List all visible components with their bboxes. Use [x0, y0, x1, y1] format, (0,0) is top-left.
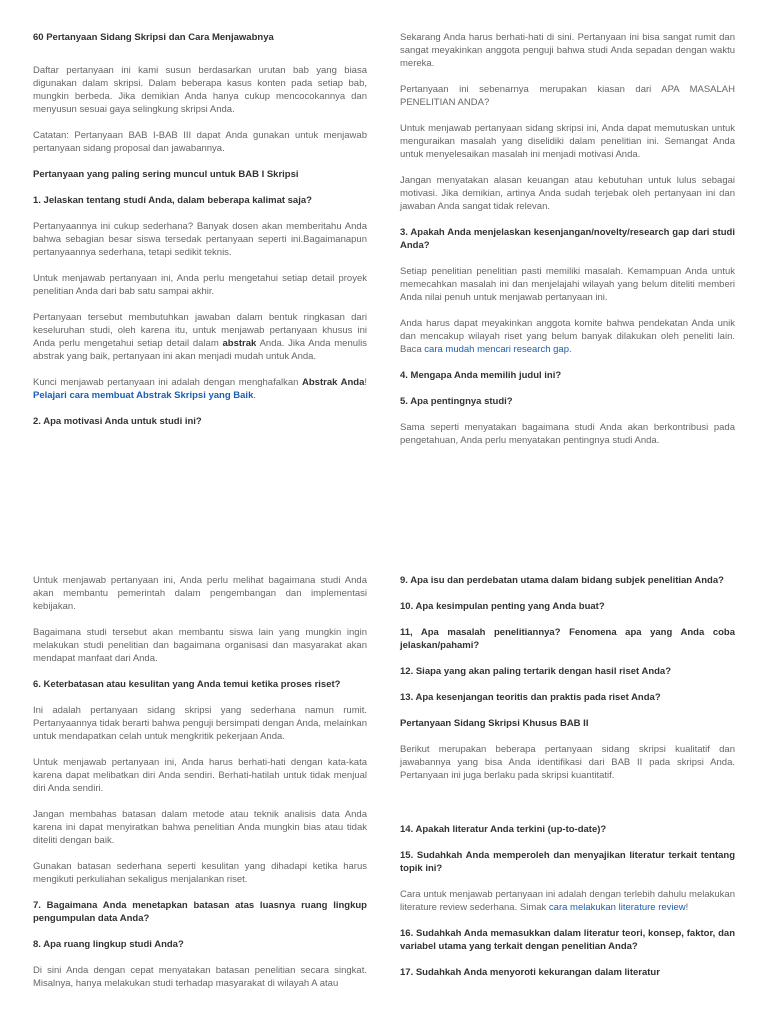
paragraph: Untuk menjawab pertanyaan sidang skripsi ini, Anda dapat memutuskan untuk menguraikan masalah yang diselidiki dalam penelitian ini. Semangat Anda untuk menyelesaikan masalah ini menjadi motivasi Anda.: [400, 123, 735, 160]
question-6: 6. Keterbatasan atau kesulitan yang Anda temui ketika proses riset?: [33, 679, 341, 690]
paragraph: Pertanyaan tersebut membutuhkan jawaban dalam bentuk ringkasan dari keseluruhan studi, oleh karena itu, untuk menjawab pertanyaan khusus ini Anda perlu mengetahui setiap detail dalam abstrak Anda. Jika Anda menulis abstrak yang baik, pertanyaan ini akan menjadi mudah untuk Anda.: [33, 312, 367, 362]
question-10: 10. Apa kesimpulan penting yang Anda buat?: [400, 601, 605, 612]
page1-left-column: [33, 31, 367, 428]
bold-term: Abstrak Anda: [302, 377, 365, 388]
paragraph: Sama seperti menyatakan bagaimana studi Anda akan berkontribusi pada pengetahuan, Anda perlu menyatakan pentingnya studi Anda.: [400, 422, 735, 446]
paragraph: Untuk menjawab pertanyaan ini, Anda harus berhati-hati dengan kata-kata karena dapat melibatkan diri Anda sendiri. Berhati-hatilah untuk tidak menjual diri Anda sendiri.: [33, 757, 367, 794]
question-15: 15. Sudahkah Anda memperoleh dan menyajikan literatur terkait tentang topik ini?: [400, 850, 735, 874]
section-heading-bab2: Pertanyaan Sidang Skripsi Khusus BAB II: [400, 718, 589, 729]
paragraph: Bagaimana studi tersebut akan membantu siswa lain yang mungkin ingin melakukan studi penelitian dan bagaimana organisasi dan masyarakat akan mendapat manfaat dari Anda.: [33, 627, 367, 664]
paragraph: Untuk menjawab pertanyaan ini, Anda perlu melihat bagaimana studi Anda akan membantu pemerintah dalam pengembangan dan implementasi kebijakan.: [33, 575, 367, 612]
paragraph: Setiap penelitian penelitian pasti memiliki masalah. Kemampuan Anda untuk memecahkan masalah ini dan menjelajahi wilayah yang belum diteliti memberi Anda nilai penuh untuk menjawab pertanyaan ini.: [400, 266, 735, 303]
page2-right-column: [400, 574, 735, 979]
question-2: 2. Apa motivasi Anda untuk studi ini?: [33, 416, 202, 427]
research-gap-link[interactable]: cara mudah mencari research gap: [424, 344, 569, 355]
question-4: 4. Mengapa Anda memilih judul ini?: [400, 370, 562, 381]
paragraph: Pertanyaan ini sebenarnya merupakan kiasan dari APA MASALAH PENELITIAN ANDA?: [400, 84, 735, 108]
paragraph: Gunakan batasan sederhana seperti kesulitan yang dihadapi ketika harus mengikuti perkuliahan sekaligus menjalankan riset.: [33, 861, 367, 885]
paragraph: Berikut merupakan beberapa pertanyaan sidang skripsi kualitatif dan jawabannya yang bisa Anda identifikasi dari BAB II pada skripsi Anda. Pertanyaan ini juga berlaku pada skripsi kuantitatif.: [400, 744, 735, 781]
question-1: 1. Jelaskan tentang studi Anda, dalam beberapa kalimat saja?: [33, 195, 312, 206]
paragraph: Cara untuk menjawab pertanyaan ini adalah dengan terlebih dahulu melakukan literature review sederhana. Simak cara melakukan literature review!: [400, 889, 735, 913]
paragraph: Kunci menjawab pertanyaan ini adalah dengan menghafalkan Abstrak Anda! Pelajari cara membuat Abstrak Skripsi yang Baik.: [33, 377, 367, 401]
intro-paragraph: Daftar pertanyaan ini kami susun berdasarkan urutan bab yang biasa digunakan dalam skripsi. Dalam beberapa kasus konten pada setiap bab, mungkin berbeda. Jika demikian Anda hanya cukup mencocokannya dan menyusun sesuai gaya selingkung skripsi Anda.: [33, 65, 367, 115]
abstract-guide-link[interactable]: Pelajari cara membuat Abstrak Skripsi yang Baik: [33, 390, 254, 401]
paragraph: Jangan membahas batasan dalam metode atau teknik analisis data Anda karena ini dapat menyiratkan bahwa penelitian Anda mungkin bias atau tidak diteliti dengan baik.: [33, 809, 367, 846]
paragraph: Anda harus dapat meyakinkan anggota komite bahwa pendekatan Anda unik dan mencakup wilayah riset yang belum banyak dilakukan oleh peneliti lain. Baca cara mudah mencari research gap.: [400, 318, 735, 355]
question-8: 8. Apa ruang lingkup studi Anda?: [33, 939, 184, 950]
question-16: 16. Sudahkah Anda memasukkan dalam literatur teori, konsep, faktor, dan variabel utama yang terkait dengan penelitian Anda?: [400, 928, 735, 952]
page2-left-column: [33, 574, 367, 990]
question-7: 7. Bagaimana Anda menetapkan batasan atas luasnya ruang lingkup pengumpulan data Anda?: [33, 900, 367, 924]
question-3: 3. Apakah Anda menjelaskan kesenjangan/novelty/research gap dari studi Anda?: [400, 227, 735, 251]
question-14: 14. Apakah literatur Anda terkini (up-to-date)?: [400, 824, 607, 835]
paragraph: Pertanyaannya ini cukup sederhana? Banyak dosen akan memberitahu Anda bahwa sebagian besar siswa tersedak pertanyaan seperti ini.Bagaimanapun pertanyaannya sederhana, tetapi sedikit teknis.: [33, 221, 367, 258]
paragraph: Jangan menyatakan alasan keuangan atau kebutuhan untuk lulus sebagai motivasi. Jika demikian, artinya Anda sudah terjebak oleh pertanyaan ini dan jawaban Anda sangat tidak relevan.: [400, 175, 735, 212]
question-9: 9. Apa isu dan perdebatan utama dalam bidang subjek penelitian Anda?: [400, 575, 724, 586]
bold-term: abstrak: [222, 338, 257, 349]
paragraph: Ini adalah pertanyaan sidang skripsi yang sederhana namun rumit. Pertanyaannya tidak berarti bahwa penguji bersimpati dengan Anda, melainkan untuk mendapatkan celah untuk mengkritik pekerjaan Anda.: [33, 705, 367, 742]
page-title: 60 Pertanyaan Sidang Skripsi dan Cara Menjawabnya: [33, 32, 274, 43]
literature-review-link[interactable]: cara melakukan literature review: [548, 902, 686, 913]
question-11: 11, Apa masalah penelitiannya? Fenomena apa yang Anda coba jelaskan/pahami?: [400, 627, 735, 651]
question-13: 13. Apa kesenjangan teoritis dan praktis pada riset Anda?: [400, 692, 661, 703]
note-paragraph: Catatan: Pertanyaan BAB I-BAB III dapat Anda gunakan untuk menjawab pertanyaan sidang proposal dan jawabannya.: [33, 130, 367, 154]
question-5: 5. Apa pentingnya studi?: [400, 396, 513, 407]
paragraph: Sekarang Anda harus berhati-hati di sini. Pertanyaan ini bisa sangat rumit dan sangat meyakinkan anggota penguji bahwa studi Anda sepadan dengan waktu mereka.: [400, 32, 735, 69]
paragraph: Di sini Anda dengan cepat menyatakan batasan penelitian secara singkat. Misalnya, hanya melakukan studi terhadap masyarakat di wilayah A atau: [33, 965, 367, 989]
page1-right-column: [400, 31, 735, 447]
question-17: 17. Sudahkah Anda menyoroti kekurangan dalam literatur: [400, 967, 660, 978]
paragraph: Untuk menjawab pertanyaan ini, Anda perlu mengetahui setiap detail proyek penelitian Anda dari bab satu sampai akhir.: [33, 273, 367, 297]
question-12: 12. Siapa yang akan paling tertarik dengan hasil riset Anda?: [400, 666, 672, 677]
section-heading-bab1: Pertanyaan yang paling sering muncul untuk BAB I Skripsi: [33, 169, 299, 180]
